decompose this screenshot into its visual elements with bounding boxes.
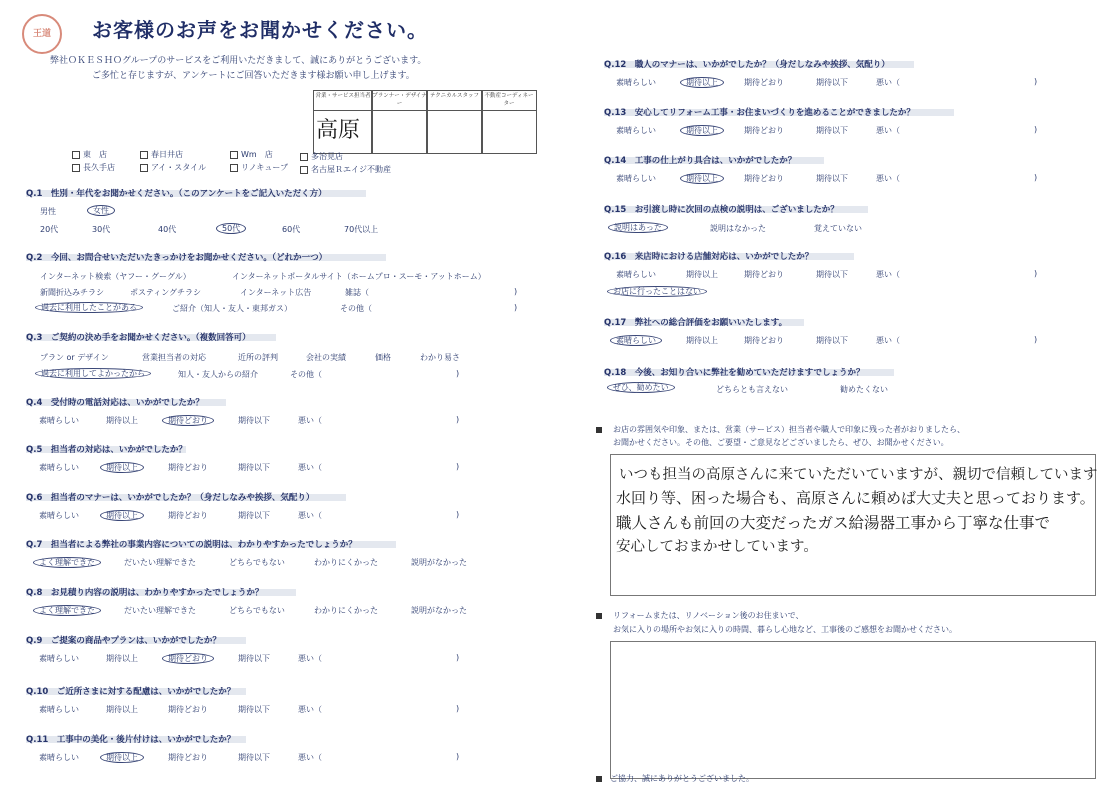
handwritten-line: 職人さんも前回の大変だったガス給湯器工事から丁寧な仕事で	[616, 514, 1051, 532]
option[interactable]: 知人・友人からの紹介	[178, 370, 258, 379]
rating-option[interactable]: 素晴らしい	[39, 463, 79, 472]
question-label: Q.17 弊社への総合評価をお願いいたします。	[604, 318, 788, 328]
option[interactable]: インターネット検索（ヤフー・グーグル）	[40, 272, 191, 281]
paren: )	[514, 287, 518, 296]
paren: )	[1034, 173, 1038, 182]
rating-option[interactable]: 期待どおり	[744, 78, 784, 87]
rating-option[interactable]: 期待以上	[686, 336, 718, 345]
rating-option[interactable]: 素晴らしい	[616, 174, 656, 183]
question-label: Q.18 今後、お知り合いに弊社を勧めていただけますでしょうか？	[604, 368, 865, 378]
option[interactable]: 雑誌（	[345, 288, 369, 297]
rating-option[interactable]: 期待以下	[238, 753, 270, 762]
store-checkbox[interactable]: アイ・スタイル	[140, 162, 206, 173]
comment-prompt: お聞かせください。その他、ご要望・ご意見などございましたら、ぜひ、お聞かせください。	[613, 438, 949, 447]
store-checkbox[interactable]: 多治見店	[300, 151, 343, 162]
question-label: Q.8 お見積り内容の説明は、わかりやすかったでしょうか？	[26, 588, 264, 598]
option[interactable]: インターネット広告	[240, 288, 312, 297]
rating-option[interactable]: 期待以下	[816, 126, 848, 135]
question-label: Q.11 工事中の美化・後片付けは、いかがでしたか？	[26, 735, 236, 745]
store-checkbox[interactable]: 長久手店	[72, 162, 115, 173]
rating-option[interactable]: 素晴らしい	[616, 126, 656, 135]
option[interactable]: だいたい理解できた	[124, 606, 196, 615]
option[interactable]: どちらとも言えない	[716, 385, 788, 394]
option-selected[interactable]: ぜひ、勧めたい	[613, 382, 675, 393]
handwritten-line: 水回り等、困った場合も、高原さんに頼めば大丈夫と思っております。	[616, 489, 1095, 507]
store-checkbox[interactable]: 名古屋Ｒエイジ不動産	[300, 164, 391, 175]
option[interactable]: 近所の評判	[238, 353, 278, 362]
rating-option[interactable]: 悪い（	[876, 126, 900, 135]
option[interactable]: どちらでもない	[229, 606, 285, 615]
question-label: Q.6 担当者のマナーは、いかがでしたか？（身だしなみや挨拶、気配り）	[26, 493, 315, 503]
rating-option[interactable]: 期待以上	[686, 270, 718, 279]
option[interactable]: わかりにくかった	[314, 606, 378, 615]
rating-option[interactable]: 期待どおり	[168, 753, 208, 762]
rating-option[interactable]: 期待以下	[238, 416, 270, 425]
paren: )	[456, 752, 460, 761]
rating-option[interactable]: 期待以下	[816, 174, 848, 183]
rating-option[interactable]: 期待以上	[106, 654, 138, 663]
rating-option-selected[interactable]: 期待以上	[106, 510, 144, 521]
rating-option[interactable]: 素晴らしい	[616, 270, 656, 279]
paren: )	[456, 704, 460, 713]
comment-box[interactable]	[610, 454, 1096, 596]
option-age-selected[interactable]: 50代	[222, 223, 246, 234]
rating-option[interactable]: 悪い（	[298, 463, 322, 472]
rating-option-selected[interactable]: 期待どおり	[168, 653, 214, 664]
option[interactable]: インターネットポータルサイト（ホームプロ・スーモ・アットホーム）	[232, 272, 486, 281]
question-label: Q.7 担当者による弊社の事業内容についての説明は、わかりやすかったでしょうか？	[26, 540, 357, 550]
option[interactable]: 営業担当者の対応	[142, 353, 206, 362]
rating-option[interactable]: 期待どおり	[744, 270, 784, 279]
option-selected[interactable]: 説明はあった	[614, 222, 668, 233]
question-label: Q.2 今回、お問合せいただいたきっかけをお聞かせください。（どれか一つ）	[26, 253, 328, 263]
reform-prompt: お気に入りの場所やお気に入りの時間、暮らし心地など、工事後のご感想をお聞かせください。	[613, 625, 957, 634]
footer-thanks: ご協力、誠にありがとうございました。	[610, 774, 754, 783]
handwritten-line: 安心しておまかせしています。	[616, 539, 818, 555]
rating-option[interactable]: 期待以下	[816, 78, 848, 87]
option[interactable]: 新聞折込みチラシ	[40, 288, 104, 297]
option[interactable]: その他（	[340, 304, 372, 313]
option[interactable]: どちらでもない	[229, 558, 285, 567]
rating-option[interactable]: 悪い（	[298, 654, 322, 663]
bullet-icon	[596, 427, 602, 433]
rating-option[interactable]: 素晴らしい	[39, 705, 79, 714]
option-selected[interactable]: 過去に利用したことがある	[41, 302, 143, 313]
store-checkbox[interactable]: リノキューブ	[230, 162, 288, 173]
option[interactable]: だいたい理解できた	[124, 558, 196, 567]
rating-option[interactable]: 悪い（	[876, 174, 900, 183]
staff-cell-planner: プランナー・デザイナー	[371, 90, 428, 154]
option-age[interactable]: 30代	[92, 225, 111, 234]
rating-option-selected[interactable]: 期待以上	[106, 752, 144, 763]
reform-comment-box[interactable]	[610, 641, 1096, 779]
rating-option[interactable]: 期待どおり	[744, 174, 784, 183]
option-age[interactable]: 20代	[40, 225, 59, 234]
rating-option[interactable]: 素晴らしい	[39, 654, 79, 663]
store-checkbox[interactable]: Wm 店	[230, 149, 273, 160]
question-label: Q.4 受付時の電話対応は、いかがでしたか？	[26, 398, 204, 408]
rating-option[interactable]: 期待どおり	[168, 705, 208, 714]
question-label: Q.3 ご契約の決め手をお聞かせください。（複数回答可）	[26, 333, 251, 343]
option[interactable]: 価格	[375, 353, 391, 362]
option-selected[interactable]: よく理解できた	[39, 605, 101, 616]
comment-prompt: お店の雰囲気や印象、または、営業（サービス）担当者や職人で印象に残った者がおりましたら、	[613, 425, 965, 434]
question-label: Q.14 工事の仕上がり具合は、いかがでしたか？	[604, 156, 797, 166]
reform-prompt: リフォームまたは、リノベーション後のお住まいで、	[613, 611, 804, 620]
question-label: Q.10 ご近所さまに対する配慮は、いかがでしたか？	[26, 687, 236, 697]
intro-text: 弊社ＯＫＥＳＨＯグループのサービスをご利用いただきまして、誠にありがとうございます。	[50, 56, 427, 66]
paren: )	[1034, 77, 1038, 86]
question-label: Q.13 安心してリフォーム工事・お住まいづくりを進めることができましたか？	[604, 108, 915, 118]
paren: )	[456, 462, 460, 471]
store-checkbox[interactable]: 東 店	[72, 149, 107, 160]
question-label: Q.15 お引渡し時に次回の点検の説明は、ございましたか？	[604, 205, 839, 215]
rating-option[interactable]: 期待どおり	[744, 126, 784, 135]
paren: )	[456, 510, 460, 519]
staff-cell-technical: テクニカルスタッフ	[426, 90, 483, 154]
paren: )	[1034, 269, 1038, 278]
option-selected[interactable]: よく理解できた	[39, 557, 101, 568]
option[interactable]: 説明がなかった	[411, 606, 467, 615]
page-title: お客様のお声をお聞かせください。	[92, 18, 428, 42]
rating-option[interactable]: 素晴らしい	[616, 78, 656, 87]
option-age[interactable]: 40代	[158, 225, 177, 234]
rating-option[interactable]: 期待どおり	[168, 463, 208, 472]
rating-option[interactable]: 期待以上	[106, 416, 138, 425]
bullet-icon	[596, 776, 602, 782]
option-female-selected[interactable]: 女性	[93, 205, 115, 216]
option-age[interactable]: 60代	[282, 225, 301, 234]
rating-option[interactable]: 素晴らしい	[39, 753, 79, 762]
option[interactable]: ご紹介（知人・友人・東邦ガス）	[172, 304, 292, 313]
staff-cell-sales: 営業・サービス担当者 高原	[313, 90, 373, 154]
option-male[interactable]: 男性	[40, 207, 56, 216]
store-checkbox[interactable]: 春日井店	[140, 149, 183, 160]
rating-option[interactable]: 素晴らしい	[39, 416, 79, 425]
rating-option-selected[interactable]: 期待どおり	[168, 415, 214, 426]
option[interactable]: ポスティングチラシ	[130, 288, 202, 297]
rating-option[interactable]: 悪い（	[298, 416, 322, 425]
option-age[interactable]: 70代以上	[344, 225, 379, 234]
company-seal-logo: 王道	[22, 14, 62, 54]
rating-option-selected[interactable]: 期待以上	[106, 462, 144, 473]
paren: )	[1034, 335, 1038, 344]
paren: )	[1034, 125, 1038, 134]
rating-option[interactable]: 期待以下	[816, 336, 848, 345]
option[interactable]: わかりにくかった	[314, 558, 378, 567]
rating-option-selected[interactable]: 素晴らしい	[616, 335, 662, 346]
rating-option-selected[interactable]: 期待以上	[686, 125, 724, 136]
rating-option[interactable]: 悪い（	[298, 705, 322, 714]
question-label: Q.12 職人のマナーは、いかがでしたか？（身だしなみや挨拶、気配り）	[604, 60, 890, 70]
question-label: Q.9 ご提案の商品やプランは、いかがでしたか？	[26, 636, 221, 646]
rating-option[interactable]: 悪い（	[876, 78, 900, 87]
rating-option[interactable]: 悪い（	[876, 336, 900, 345]
paren: )	[456, 653, 460, 662]
intro-text: ご多忙と存じますが、アンケートにご回答いただきます様お願い申し上げます。	[92, 71, 415, 81]
bullet-icon	[596, 613, 602, 619]
option[interactable]: その他（	[290, 370, 322, 379]
option[interactable]: わかり易さ	[420, 353, 460, 362]
rating-option[interactable]: 期待以上	[106, 705, 138, 714]
option-selected[interactable]: お店に行ったことはない	[613, 286, 707, 297]
question-label: Q.16 来店時における店舗対応は、いかがでしたか？	[604, 252, 814, 262]
rating-option-selected[interactable]: 期待以上	[686, 77, 724, 88]
option[interactable]: 会社の実績	[306, 353, 346, 362]
staff-cell-realestate: 不動産コーディネーター	[481, 90, 537, 154]
option[interactable]: 説明はなかった	[710, 224, 766, 233]
paren: )	[514, 303, 518, 312]
option[interactable]: 勧めたくない	[840, 385, 888, 394]
question-label: Q.1 性別・年代をお聞かせください。（このアンケートをご記入いただく方）	[26, 189, 327, 199]
option-selected[interactable]: 過去に利用してよかったから	[41, 368, 151, 379]
option[interactable]: プラン or デザイン	[40, 353, 109, 362]
rating-option[interactable]: 悪い（	[876, 270, 900, 279]
rating-option[interactable]: 素晴らしい	[39, 511, 79, 520]
rating-option-selected[interactable]: 期待以上	[686, 173, 724, 184]
rating-option[interactable]: 期待以下	[238, 654, 270, 663]
rating-option[interactable]: 悪い（	[298, 511, 322, 520]
rating-option[interactable]: 期待どおり	[744, 336, 784, 345]
rating-option[interactable]: 悪い（	[298, 753, 322, 762]
option[interactable]: 説明がなかった	[411, 558, 467, 567]
rating-option[interactable]: 期待どおり	[168, 511, 208, 520]
handwritten-sales-name: 高原	[316, 118, 361, 143]
rating-option[interactable]: 期待以下	[238, 463, 270, 472]
question-label: Q.5 担当者の対応は、いかがでしたか？	[26, 445, 187, 455]
paren: )	[456, 415, 460, 424]
rating-option[interactable]: 期待以下	[238, 705, 270, 714]
option[interactable]: 覚えていない	[814, 224, 862, 233]
handwritten-line: いつも担当の高原さんに来ていただいていますが、親切で信頼しています	[619, 467, 1098, 483]
rating-option[interactable]: 期待以下	[816, 270, 848, 279]
paren: )	[456, 369, 460, 378]
rating-option[interactable]: 期待以下	[238, 511, 270, 520]
